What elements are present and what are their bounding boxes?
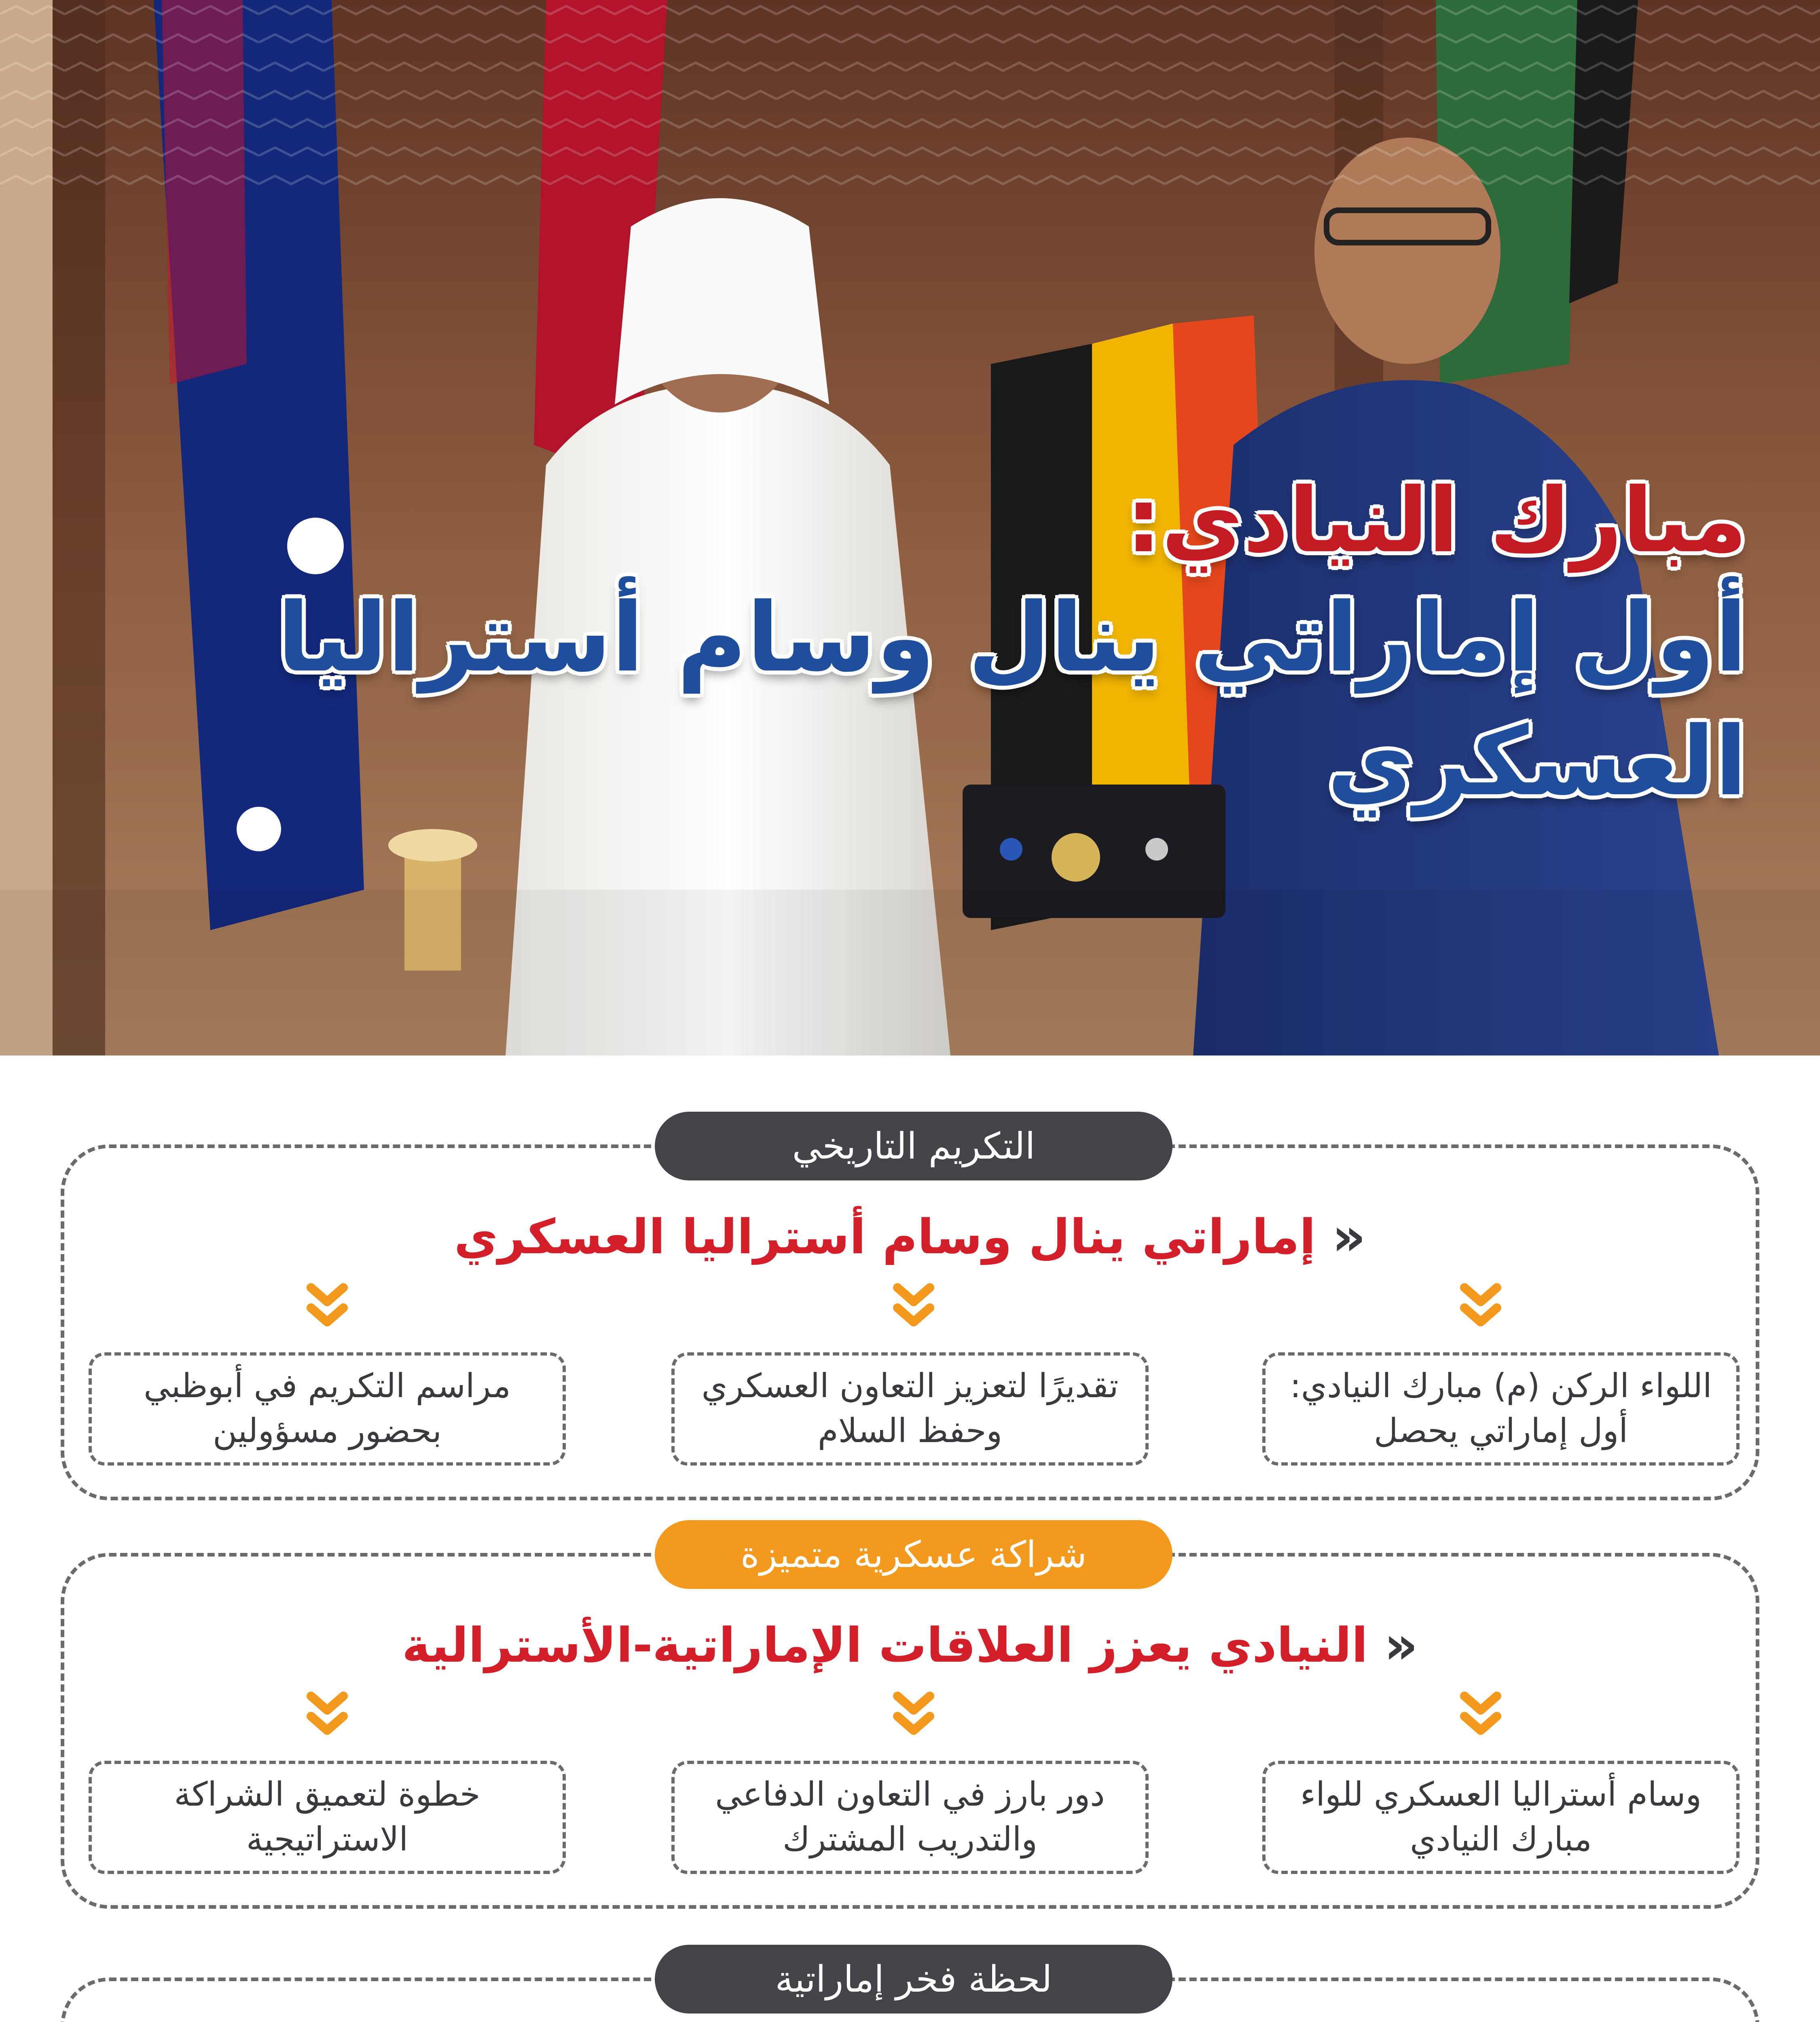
chevron-down-icon [1456, 1282, 1505, 1330]
info-card: مراسم التكريم في أبوظبي بحضور مسؤولين [89, 1352, 566, 1466]
info-card: اللواء الركن (م) مبارك النيادي: أول إماراتي يحصل [1262, 1352, 1740, 1466]
section-title [64, 1206, 1756, 1267]
info-card: خطوة لتعميق الشراكة الاستراتيجية [89, 1761, 566, 1874]
info-card: تقديرًا لتعزيز التعاون العسكري وحفظ السلام [671, 1352, 1149, 1466]
section-pill: شراكة عسكرية متميزة [655, 1520, 1172, 1589]
chevron-down-icon [303, 1282, 351, 1330]
section-military-partnership [61, 1533, 1759, 1909]
section-title-text: النيادي يعزز العلاقات الإماراتية-الأسترالية [402, 1617, 1368, 1673]
headline [170, 465, 1747, 823]
headline-line-1: مبارك النيادي: [1126, 469, 1747, 572]
double-chevron-icon: « [1384, 1614, 1418, 1676]
section-moment-of-pride [61, 1958, 1759, 2022]
info-card: دور بارز في التعاون الدفاعي والتدريب المشترك [671, 1761, 1149, 1874]
chevron-down-icon [889, 1282, 938, 1330]
chevron-down-icon [303, 1690, 351, 1739]
info-card: وسام أستراليا العسكري للواء مبارك النيادي [1262, 1761, 1740, 1874]
section-title [64, 1614, 1756, 1676]
section-pill: لحظة فخر إماراتية [655, 1945, 1172, 2014]
section-pill: التكريم التاريخي [655, 1112, 1172, 1180]
double-chevron-icon: « [1332, 1206, 1366, 1267]
section-title-text: إماراتي ينال وسام أستراليا العسكري [454, 1209, 1316, 1265]
chevron-down-icon [889, 1690, 938, 1739]
headline-line-2: أول إماراتي ينال وسام أستراليا العسكري [277, 583, 1747, 817]
chevron-down-icon [1456, 1690, 1505, 1739]
section-historic-honor [61, 1125, 1759, 1500]
